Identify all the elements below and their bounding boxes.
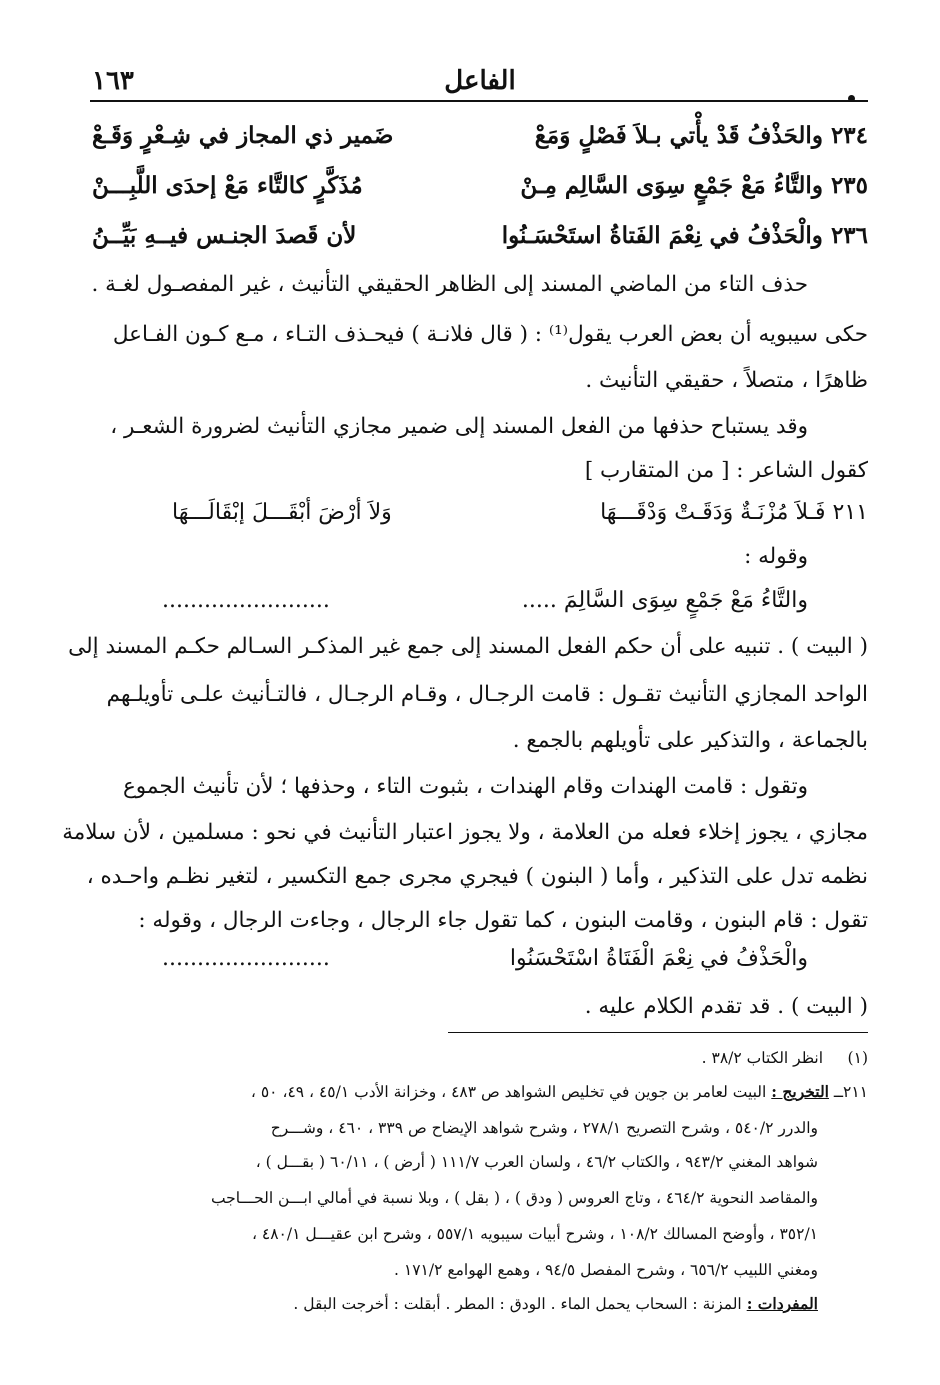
takhrij-line: شواهد المغني ٩٤٣/٢ ، والكتاب ٤٦/٢ ، ولسان العرب ١١١/٧ ( أرض ) ، ٦٠/١١ ( بقـــل ) ، (255, 1153, 818, 1171)
footnote-rule (448, 1032, 868, 1033)
verse-234 (92, 122, 868, 162)
mufradat-label: المفردات : (746, 1294, 818, 1313)
takhrij-number: ٢١١ــ (833, 1083, 868, 1101)
quoted-verse-236 (92, 946, 868, 986)
body-line: تقول : قام البنون ، وقامت البنون ، كما تقول جاء الرجال ، وجاءت الرجال ، وقوله : (138, 908, 868, 933)
takhrij-text: البيت لعامر بن جوين في تخليص الشواهد ص ٤٨٣ ، وخزانة الأدب ٤٥/١ ، ٤٩، ٥٠ ، (250, 1083, 767, 1101)
page-number: ١٦٣ (92, 66, 134, 96)
verse-235 (92, 172, 868, 212)
body-line: وقد يستباح حذفها من الفعل المسند إلى ضمير مجازي التأنيث لضرورة الشعـر ، (110, 414, 808, 439)
mufradat-line (92, 1292, 868, 1316)
body-line: نظمه تدل على التذكير ، وأما ( البنون ) فيجري مجرى جمع التكسير ، لتغير نظـم واحـده ، (86, 864, 868, 889)
body-line: حذف التاء من الماضي المسند إلى الظاهر الحقيقي التأنيث ، غير المفصـول لغـة . (91, 272, 808, 297)
verse-first-hemistich: ٢١١ فَـلاَ مُزْنَـةٌ وَدَقَـتْ وَدْقَـــهَا (600, 500, 868, 525)
verse-first-hemistich: ٢٣٥ والتَّاءُ مَعْ جَمْعٍ سِوَى السَّالِم مِـنْ (520, 172, 868, 199)
verse-first-hemistich: ٢٣٦ والْحَذْفُ في نِعْمَ الفَتاةُ استَحْسَـنُوا (501, 222, 868, 249)
takhrij-label: التخريج : (771, 1082, 829, 1101)
running-header (92, 66, 868, 100)
takhrij-line (92, 1080, 868, 1104)
verse-first-hemistich: والتَّاءُ مَعْ جَمْعٍ سِوَى السَّالِمَ ..... (521, 588, 808, 613)
body-line: وتقول : قامت الهندات وقام الهندات ، بثبوت التاء ، وحذفها ؛ لأن تأنيث الجموع (122, 774, 808, 799)
verse-first-hemistich: والْحَذْفُ في نِعْمَ الْفَتَاةُ اسْتَحْسَنُوا (509, 946, 808, 971)
body-line: وقوله : (744, 544, 808, 569)
body-line: ( البيت ) . قد تقدم الكلام عليه . (584, 994, 868, 1019)
footnote-text: انظر الكتاب ٣٨/٢ . (701, 1049, 824, 1067)
body-line: حكى سيبويه أن بعض العرب يقول⁽¹⁾ : ( قال فلانـة ) فيحـذف التـاء ، مـع كـون الفـاعل (112, 322, 868, 347)
header-rule (90, 100, 868, 102)
verse-second-hemistich: ضَمير ذي المجاز في شِـعْرٍ وَقَـعْ (92, 122, 394, 149)
body-line: بالجماعة ، والتذكير على تأويلهم بالجمع . (512, 728, 868, 753)
takhrij-line: ومغني اللبيب ٦٥٦/٢ ، وشرح المفصل ٩٤/٥ ، وهمع الهوامع ١٧١/٢ . (394, 1261, 818, 1279)
verse-first-hemistich: ٢٣٤ والحَذْفُ قَدْ يأْتي بـلاَ فَصْلٍ وَمَعْ (534, 122, 868, 149)
verse-236 (92, 222, 868, 262)
mufradat-text: المزنة : السحاب يحمل الماء . الودق : المطر . أبقلت : أخرجت البقل . (293, 1295, 742, 1313)
footnote-number: (١) (847, 1049, 868, 1067)
verse-ellipsis: ........................ (162, 588, 330, 613)
body-line: كقول الشاعر : [ من المتقارب ] (584, 458, 868, 483)
quoted-verse-211 (92, 500, 868, 540)
body-line: مجازي ، يجوز إخلاء فعله من العلامة ، ولا يجوز اعتبار التأنيث في نحو : مسلمين ، لأن سلامة (62, 820, 868, 845)
verse-second-hemistich: لأن قَصدَ الجنـس فيــهِ بَيِّــنُ (92, 222, 357, 249)
body-line: الواحد المجازي التأنيث تقـول : قامت الرجـال ، وقـام الرجـال ، فالتـأنيث علـى تأويلـهم (106, 682, 868, 707)
chapter-title: الفاعل (444, 66, 516, 96)
header-dot (848, 95, 855, 102)
takhrij-line: والمقاصد النحوية ٤٦٤/٢ ، وتاج العروس ( ودق ) ، ( بقل ) ، وبلا نسبة في أمالي ابـــن الحـــاجب (210, 1189, 818, 1207)
footnote-1 (92, 1046, 868, 1070)
body-line: ( البيت ) . تنبيه على أن حكم الفعل المسند إلى جمع غير المذكـر السـالم حكـم المسند إلى (68, 634, 868, 659)
verse-ellipsis: ........................ (162, 946, 330, 971)
verse-second-hemistich: وَلاَ أرْضَ أبْقَـــلَ إبْقَالَـــهَا (172, 500, 392, 525)
takhrij-line: والدرر ٥٤٠/٢ ، وشرح التصريح ٢٧٨/١ ، وشرح شواهد الإيضاح ص ٣٣٩ ، ٤٦٠ ، وشـــرح (270, 1119, 818, 1137)
takhrij-line: ٣٥٢/١ ، وأوضح المسالك ١٠٨/٢ ، وشرح أبيات سيبويه ٥٥٧/١ ، وشرح ابن عقيـــل ٤٨٠/١ ، (251, 1225, 818, 1243)
verse-second-hemistich: مُذَكَّرٍ كالتَّاء مَعْ إحدَى اللَّبِـــنْ (92, 172, 363, 199)
quoted-verse-235 (92, 588, 868, 628)
body-line: ظاهرًا ، متصلاً ، حقيقي التأنيث . (585, 368, 868, 393)
